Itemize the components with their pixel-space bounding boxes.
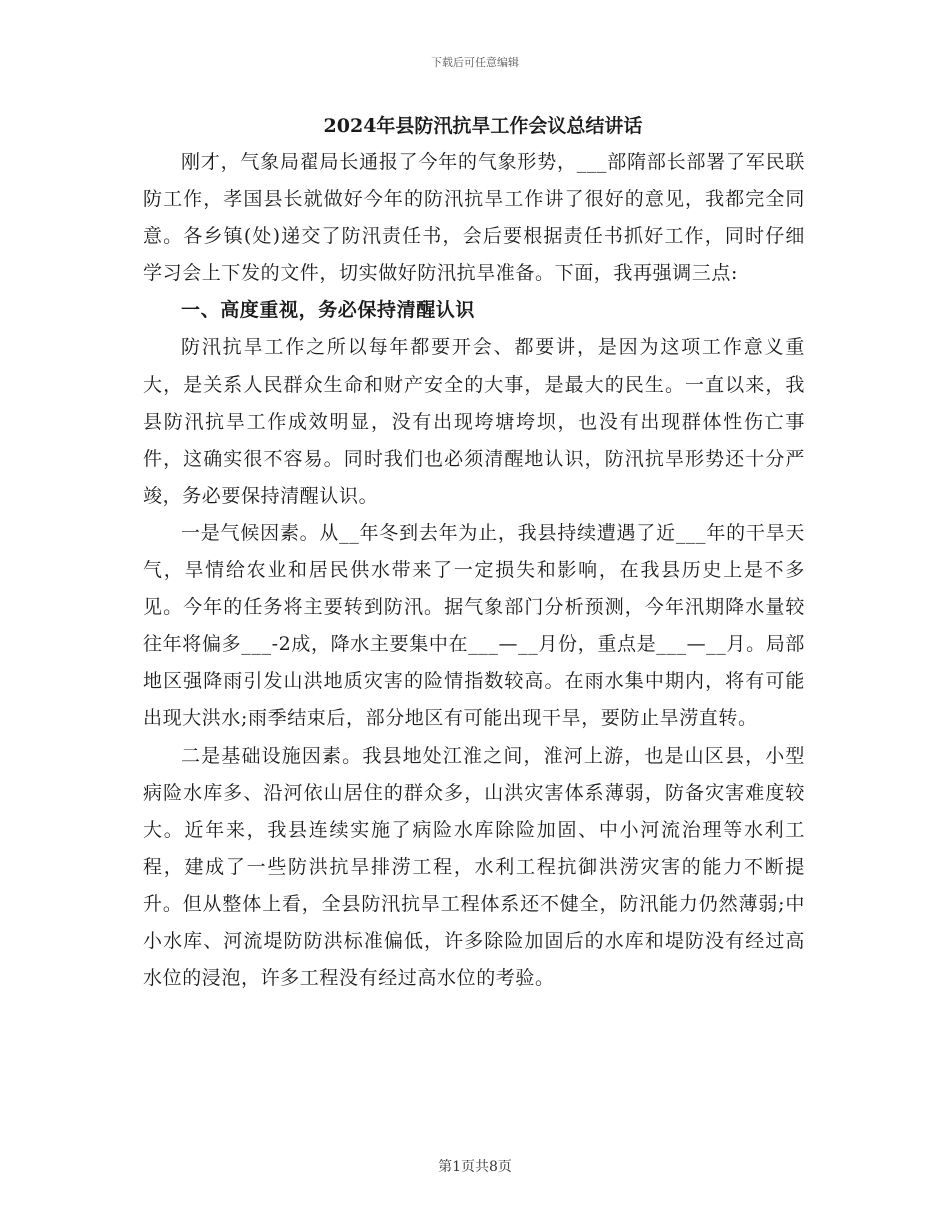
document-body [143,108,805,997]
paragraph-climate-factor: 一是气候因素。从__年冬到去年为止，我县持续遭遇了近___年的干旱天气，旱情给农业和居民供水带来了一定损失和影响，在我县历史上是不多见。今年的任务将主要转到防汛。据气象部门分析预测，今年汛期降水量较往年将偏多___-2成，降水主要集中在___—__月份，重点是___—__月。局部地区强降雨引发山洪地质灾害的险情指数较高。在雨水集中期内，将有可能出现大洪水;雨季结束后，部分地区有可能出现干旱，要防止旱涝直转。 [143,521,805,730]
page-header-note: 下载后可任意编辑 [431,56,519,69]
paragraph-intro: 刚才，气象局翟局长通报了今年的气象形势，___部隋部长部署了军民联防工作，孝国县长就做好今年的防汛抗旱工作讲了很好的意见，我都完全同意。各乡镇(处)递交了防汛责任书，会后要根据责任书抓好工作，同时仔细学习会上下发的文件，切实做好防汛抗旱准备。下面，我再强调三点: [143,151,805,285]
page-number: 第1页共8页 [438,1159,512,1175]
paragraph-infrastructure-factor: 二是基础设施因素。我县地处江淮之间，淮河上游，也是山区县，小型病险水库多、沿河依山居住的群众多，山洪灾害体系薄弱，防备灾害难度较大。近年来，我县连续实施了病险水库除险加固、中小河流治理等水利工程，建成了一些防洪抗旱排涝工程，水利工程抗御洪涝灾害的能力不断提升。但从整体上看，全县防汛抗旱工程体系还不健全，防汛能力仍然薄弱;中小水库、河流堤防防洪标准偏低，许多除险加固后的水库和堤防没有经过高水位的浸泡，许多工程没有经过高水位的考验。 [143,744,805,990]
section-heading-1: 一、高度重视，务必保持清醒认识 [181,299,476,322]
paragraph-importance: 防汛抗旱工作之所以每年都要开会、都要讲，是因为这项工作意义重大，是关系人民群众生命和财产安全的大事，是最大的民生。一直以来，我县防汛抗旱工作成效明显，没有出现垮塘垮坝，也没有出现群体性伤亡事件，这确实很不容易。同时我们也必须清醒地认识，防汛抗旱形势还十分严竣，务必要保持清醒认识。 [143,336,805,507]
document-title: 2024年县防汛抗旱工作会议总结讲话 [323,115,643,137]
